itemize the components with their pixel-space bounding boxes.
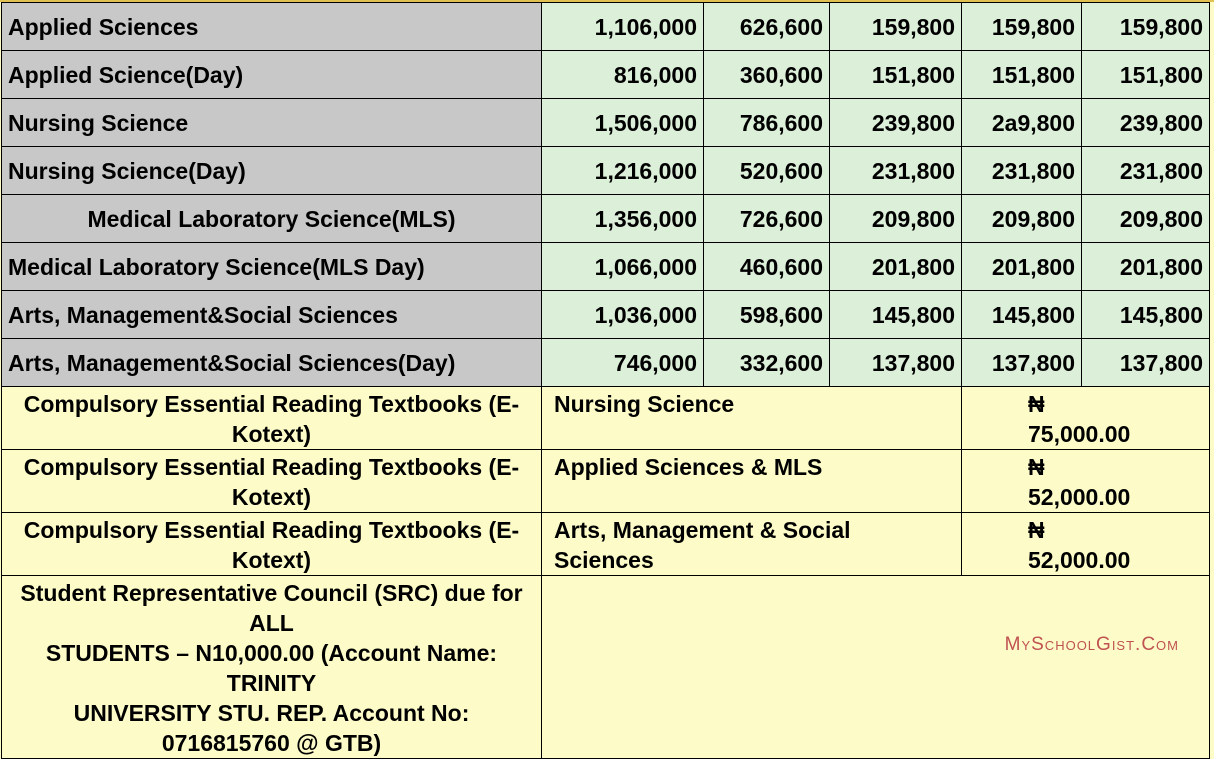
fee-cell: 520,600 (704, 147, 830, 195)
src-line-3: UNIVERSITY STU. REP. Account No: 0716815760 @ GTB) (73, 700, 470, 756)
textbook-label: Compulsory Essential Reading Textbooks (E-Kotext) (2, 513, 542, 576)
fee-cell: 137,800 (962, 339, 1082, 387)
programme-name: Nursing Science(Day) (2, 147, 542, 195)
fee-cell: 1,106,000 (542, 3, 704, 51)
fee-cell: 209,800 (1082, 195, 1210, 243)
fee-cell: 201,800 (962, 243, 1082, 291)
naira-symbol: ₦ (1028, 517, 1045, 543)
textbook-amount-cell (962, 387, 1210, 450)
table-row (2, 147, 1210, 195)
table-row (2, 51, 1210, 99)
programme-name: Nursing Science (2, 99, 542, 147)
fee-cell: 151,800 (830, 51, 962, 99)
watermark-cell (542, 576, 1210, 759)
fee-cell: 209,800 (830, 195, 962, 243)
fee-cell: 145,800 (1082, 291, 1210, 339)
fee-cell: 598,600 (704, 291, 830, 339)
fee-cell: 151,800 (962, 51, 1082, 99)
textbook-amount: 75,000.00 (1028, 421, 1131, 447)
fee-cell: 239,800 (1082, 99, 1210, 147)
fee-cell: 137,800 (830, 339, 962, 387)
programme-name: Applied Sciences (2, 3, 542, 51)
programme-name: Arts, Management&Social Sciences(Day) (2, 339, 542, 387)
textbook-programme: Applied Sciences & MLS (542, 450, 962, 513)
fee-cell: 231,800 (1082, 147, 1210, 195)
fee-cell: 159,800 (1082, 3, 1210, 51)
fee-cell: 201,800 (830, 243, 962, 291)
table-row (2, 3, 1210, 51)
textbook-label: Compulsory Essential Reading Textbooks (E-Kotext) (2, 387, 542, 450)
table-row (2, 243, 1210, 291)
fee-cell: 786,600 (704, 99, 830, 147)
textbook-row (2, 450, 1210, 513)
programme-name: Applied Science(Day) (2, 51, 542, 99)
table-row (2, 99, 1210, 147)
fee-cell: 159,800 (830, 3, 962, 51)
fee-cell: 1,506,000 (542, 99, 704, 147)
programme-name: Medical Laboratory Science(MLS) (2, 195, 542, 243)
src-notice (2, 576, 542, 759)
fee-cell: 145,800 (830, 291, 962, 339)
table-row (2, 291, 1210, 339)
programme-name: Arts, Management&Social Sciences (2, 291, 542, 339)
fee-cell: 231,800 (962, 147, 1082, 195)
fee-cell: 201,800 (1082, 243, 1210, 291)
textbook-amount: 52,000.00 (1028, 547, 1131, 573)
fee-cell: 151,800 (1082, 51, 1210, 99)
naira-symbol: ₦ (1028, 454, 1045, 480)
src-row (2, 576, 1210, 759)
fee-cell: 332,600 (704, 339, 830, 387)
textbook-programme: Nursing Science (542, 387, 962, 450)
table-row (2, 195, 1210, 243)
fee-cell: 145,800 (962, 291, 1082, 339)
src-line-1: Student Representative Council (SRC) due for ALL (20, 580, 523, 636)
src-line-2: STUDENTS – N10,000.00 (Account Name: TRINITY (45, 640, 498, 696)
textbook-amount: 52,000.00 (1028, 484, 1131, 510)
textbook-amount-cell (962, 450, 1210, 513)
fee-cell: 626,600 (704, 3, 830, 51)
programme-fees-body (2, 3, 1210, 759)
fee-cell: 159,800 (962, 3, 1082, 51)
fee-cell: 460,600 (704, 243, 830, 291)
fee-cell: 360,600 (704, 51, 830, 99)
fees-table (1, 2, 1210, 759)
textbook-row (2, 387, 1210, 450)
programme-name: Medical Laboratory Science(MLS Day) (2, 243, 542, 291)
naira-symbol: ₦ (1028, 391, 1045, 417)
textbook-amount-cell (962, 513, 1210, 576)
fee-cell: 231,800 (830, 147, 962, 195)
table-row (2, 339, 1210, 387)
fee-cell: 726,600 (704, 195, 830, 243)
fee-cell: 137,800 (1082, 339, 1210, 387)
fee-cell: 746,000 (542, 339, 704, 387)
textbook-label: Compulsory Essential Reading Textbooks (E-Kotext) (2, 450, 542, 513)
fee-cell: 816,000 (542, 51, 704, 99)
fee-cell: 2a9,800 (962, 99, 1082, 147)
fee-cell: 1,216,000 (542, 147, 704, 195)
fee-cell: 209,800 (962, 195, 1082, 243)
fee-cell: 1,036,000 (542, 291, 704, 339)
watermark: MySchoolGist.Com (1004, 634, 1179, 655)
textbook-programme: Arts, Management & Social Sciences (542, 513, 962, 576)
fee-cell: 1,066,000 (542, 243, 704, 291)
textbook-row (2, 513, 1210, 576)
fee-cell: 1,356,000 (542, 195, 704, 243)
fee-cell: 239,800 (830, 99, 962, 147)
